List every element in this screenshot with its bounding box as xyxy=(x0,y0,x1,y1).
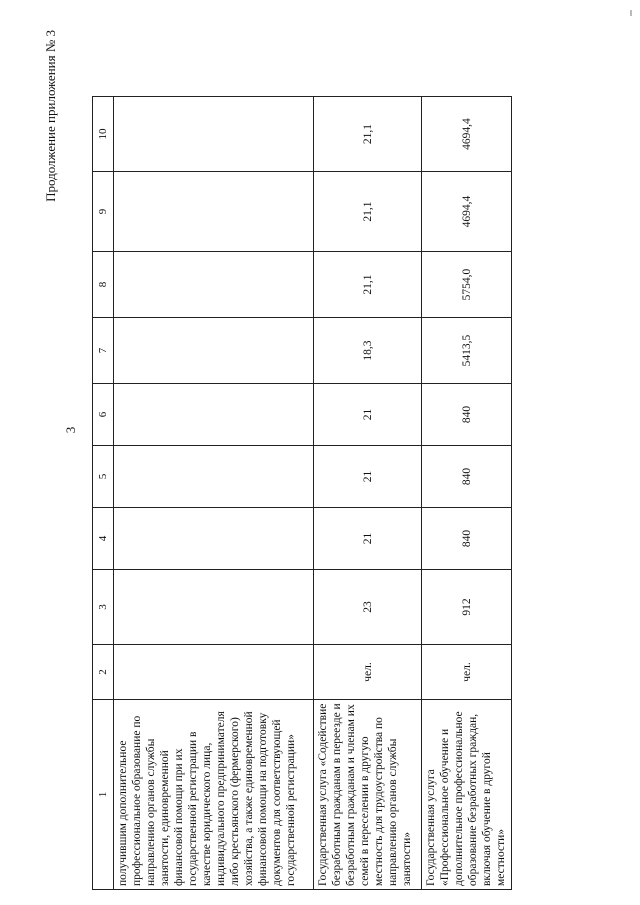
unit-cell: чел. xyxy=(422,645,512,700)
value-cell: 4694,4 xyxy=(422,172,512,252)
column-header: 4 xyxy=(93,508,114,570)
column-header: 2 xyxy=(93,645,114,700)
value-cell: 840 xyxy=(422,384,512,446)
value-cell xyxy=(114,508,314,570)
data-table xyxy=(92,96,512,890)
column-header: 6 xyxy=(93,384,114,446)
table-row xyxy=(422,97,512,890)
value-cell xyxy=(114,252,314,318)
value-cell: 21 xyxy=(314,508,422,570)
value-cell: 840 xyxy=(422,446,512,508)
column-header: 3 xyxy=(93,570,114,645)
column-header: 9 xyxy=(93,172,114,252)
column-header: 5 xyxy=(93,446,114,508)
value-cell: 4694,4 xyxy=(422,97,512,172)
value-cell xyxy=(114,570,314,645)
value-cell: 5754,0 xyxy=(422,252,512,318)
value-cell xyxy=(114,318,314,384)
value-cell xyxy=(114,97,314,172)
page-number: 3 xyxy=(63,426,78,434)
value-cell: 21 xyxy=(314,446,422,508)
value-cell xyxy=(114,172,314,252)
value-cell: 21,1 xyxy=(314,252,422,318)
table-row xyxy=(314,97,422,890)
table-row xyxy=(114,97,314,890)
service-description: Государственная услуга «Содействие безработным гражданам в переезде и безработным гражданам и членам их семей в переселении в другую местность для трудоустройства по направлению органов службы занятости» xyxy=(314,700,422,890)
value-cell: 21 xyxy=(314,384,422,446)
value-cell: 5413,5 xyxy=(422,318,512,384)
page-header xyxy=(0,20,90,890)
value-cell: 21,1 xyxy=(314,97,422,172)
value-cell xyxy=(114,384,314,446)
value-cell: 23 xyxy=(314,570,422,645)
value-cell: 912 xyxy=(422,570,512,645)
column-header: 8 xyxy=(93,252,114,318)
continuation-note: Продолжение приложения № 3 xyxy=(43,30,58,202)
value-cell: 840 xyxy=(422,508,512,570)
service-description: Государственная услуга «Профессиональное обучение и дополнительное профессиональное образование безработных граждан, включая обучение в другой местности» xyxy=(422,700,512,890)
value-cell xyxy=(114,446,314,508)
rotated-content xyxy=(0,20,640,890)
value-cell: 18,3 xyxy=(314,318,422,384)
unit-cell xyxy=(114,645,314,700)
column-header: 10 xyxy=(93,97,114,172)
unit-cell: чел. xyxy=(314,645,422,700)
column-header: 7 xyxy=(93,318,114,384)
scan-artifact xyxy=(630,10,632,16)
column-number-row xyxy=(93,97,114,890)
service-description: получившим дополнительное профессиональное образование по направлению органов службы занятости, единовременной финансовой помощи при их государственной регистрации в качестве юридического лица, индивидуального предпринимателя либо крестьянского (фермерского) хозяйства, а также единовременной финансовой помощи на подготовку документов для соответствующей государственной регистрации» xyxy=(114,700,314,890)
value-cell: 21,1 xyxy=(314,172,422,252)
column-header: 1 xyxy=(93,700,114,890)
